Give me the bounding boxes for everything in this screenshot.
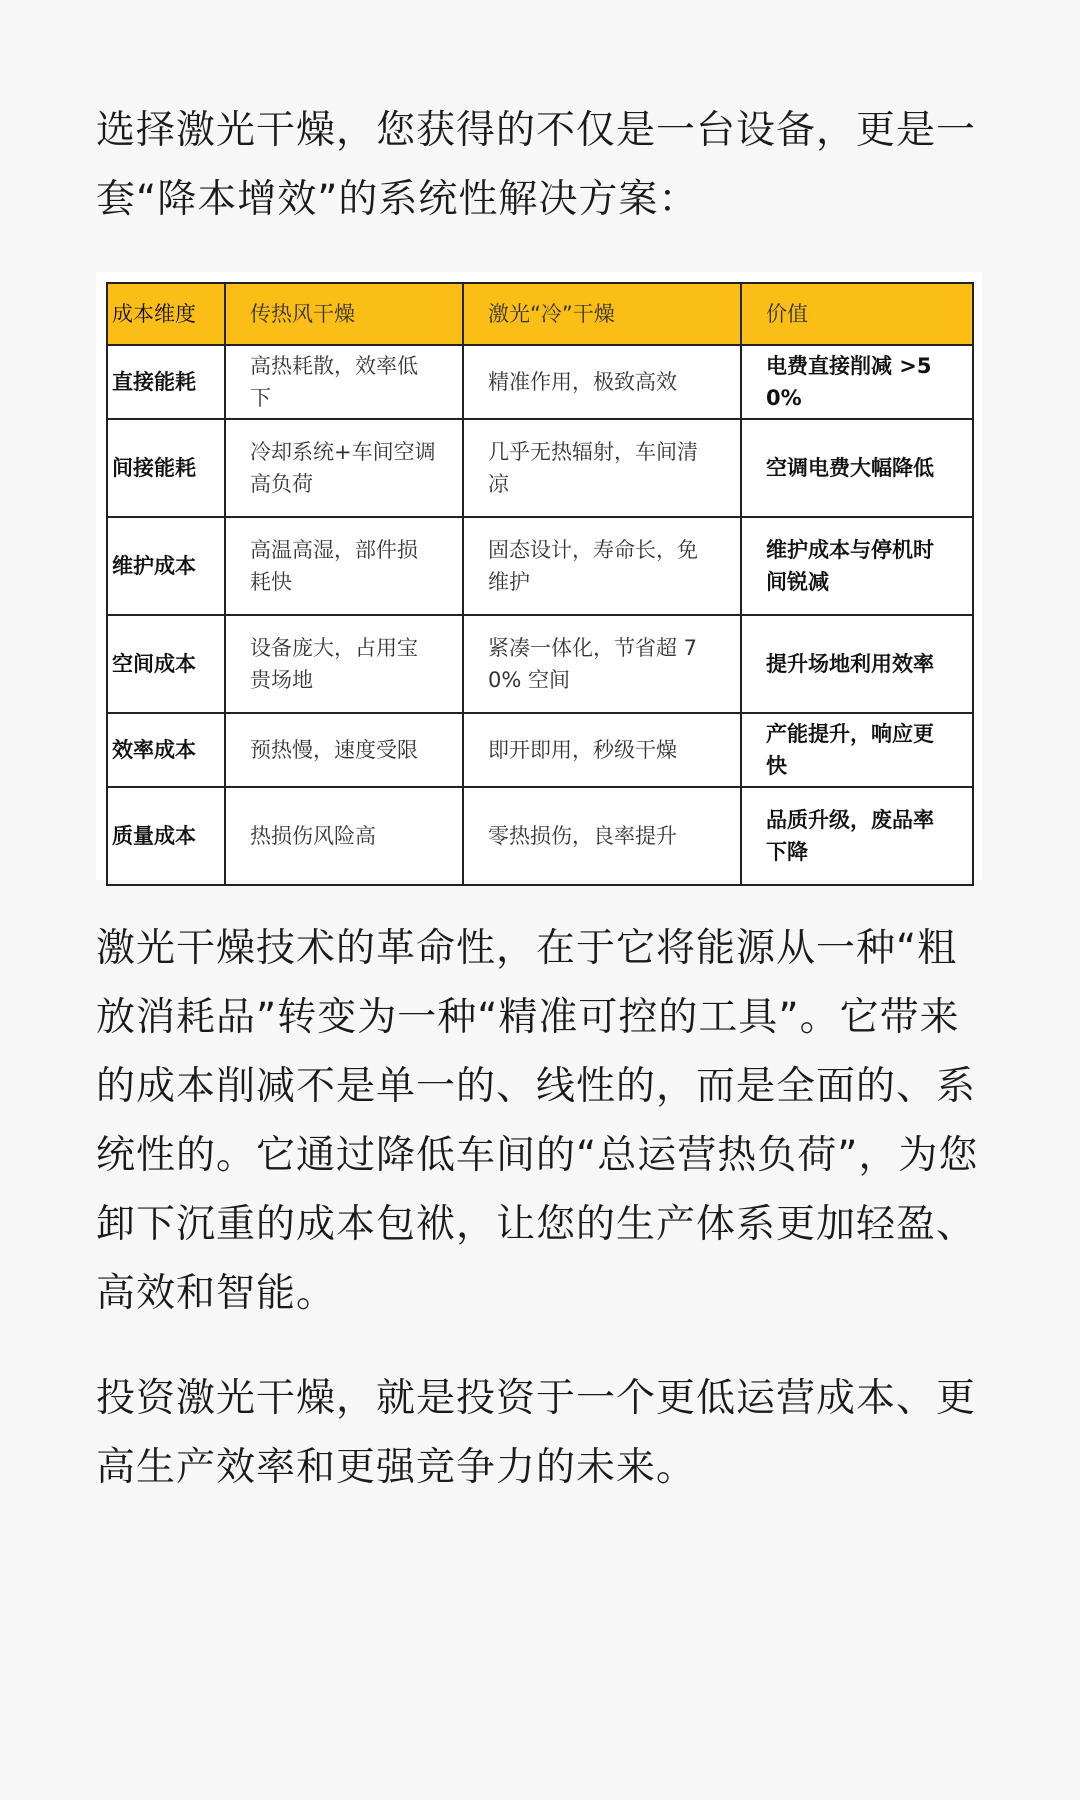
table-row bbox=[107, 787, 973, 885]
header-value: 价值 bbox=[741, 283, 973, 345]
row-laser: 零热损伤，良率提升 bbox=[463, 787, 741, 885]
row-dimension: 直接能耗 bbox=[107, 345, 225, 419]
table-header-row bbox=[107, 283, 973, 345]
body-paragraph-1: 激光干燥技术的革命性，在于它将能源从一种“粗放消耗品”转变为一种“精准可控的工具”。它带来的成本削减不是单一的、线性的，而是全面的、系统性的。它通过降低车间的“总运营热负荷”，为您卸下沉重的成本包袱，让您的生产体系更加轻盈、高效和智能。 bbox=[96, 926, 979, 1316]
row-laser: 即开即用，秒级干燥 bbox=[463, 713, 741, 787]
table-row bbox=[107, 713, 973, 787]
table-row bbox=[107, 615, 973, 713]
row-dimension: 维护成本 bbox=[107, 517, 225, 615]
row-laser: 几乎无热辐射，车间清凉 bbox=[463, 419, 741, 517]
body-paragraph-2: 投资激光干燥，就是投资于一个更低运营成本、更高生产效率和更强竞争力的未来。 bbox=[96, 1376, 977, 1490]
row-value: 空调电费大幅降低 bbox=[741, 419, 973, 517]
row-dimension: 效率成本 bbox=[107, 713, 225, 787]
row-hot-air: 设备庞大，占用宝贵场地 bbox=[225, 615, 463, 713]
row-dimension: 间接能耗 bbox=[107, 419, 225, 517]
row-dimension: 空间成本 bbox=[107, 615, 225, 713]
cost-comparison-table bbox=[106, 282, 974, 886]
row-value: 品质升级，废品率下降 bbox=[741, 787, 973, 885]
row-value: 产能提升，响应更快 bbox=[741, 713, 973, 787]
row-hot-air: 高热耗散，效率低下 bbox=[225, 345, 463, 419]
cost-comparison-table-image bbox=[96, 272, 982, 880]
header-cost-dimension: 成本维度 bbox=[107, 283, 225, 345]
table-row bbox=[107, 517, 973, 615]
row-laser: 精准作用，极致高效 bbox=[463, 345, 741, 419]
row-hot-air: 热损伤风险高 bbox=[225, 787, 463, 885]
table-row bbox=[107, 345, 973, 419]
row-laser: 固态设计，寿命长，免维护 bbox=[463, 517, 741, 615]
row-hot-air: 预热慢，速度受限 bbox=[225, 713, 463, 787]
header-laser-cold-drying: 激光“冷”干燥 bbox=[463, 283, 741, 345]
header-hot-air-drying: 传热风干燥 bbox=[225, 283, 463, 345]
row-value: 电费直接削减 >50% bbox=[741, 345, 973, 419]
row-value: 提升场地利用效率 bbox=[741, 615, 973, 713]
row-hot-air: 高温高湿，部件损耗快 bbox=[225, 517, 463, 615]
row-laser: 紧凑一体化，节省超 70% 空间 bbox=[463, 615, 741, 713]
table-row bbox=[107, 419, 973, 517]
row-value: 维护成本与停机时间锐减 bbox=[741, 517, 973, 615]
row-hot-air: 冷却系统+车间空调高负荷 bbox=[225, 419, 463, 517]
row-dimension: 质量成本 bbox=[107, 787, 225, 885]
intro-paragraph: 选择激光干燥，您获得的不仅是一台设备，更是一套“降本增效”的系统性解决方案： bbox=[96, 108, 977, 222]
